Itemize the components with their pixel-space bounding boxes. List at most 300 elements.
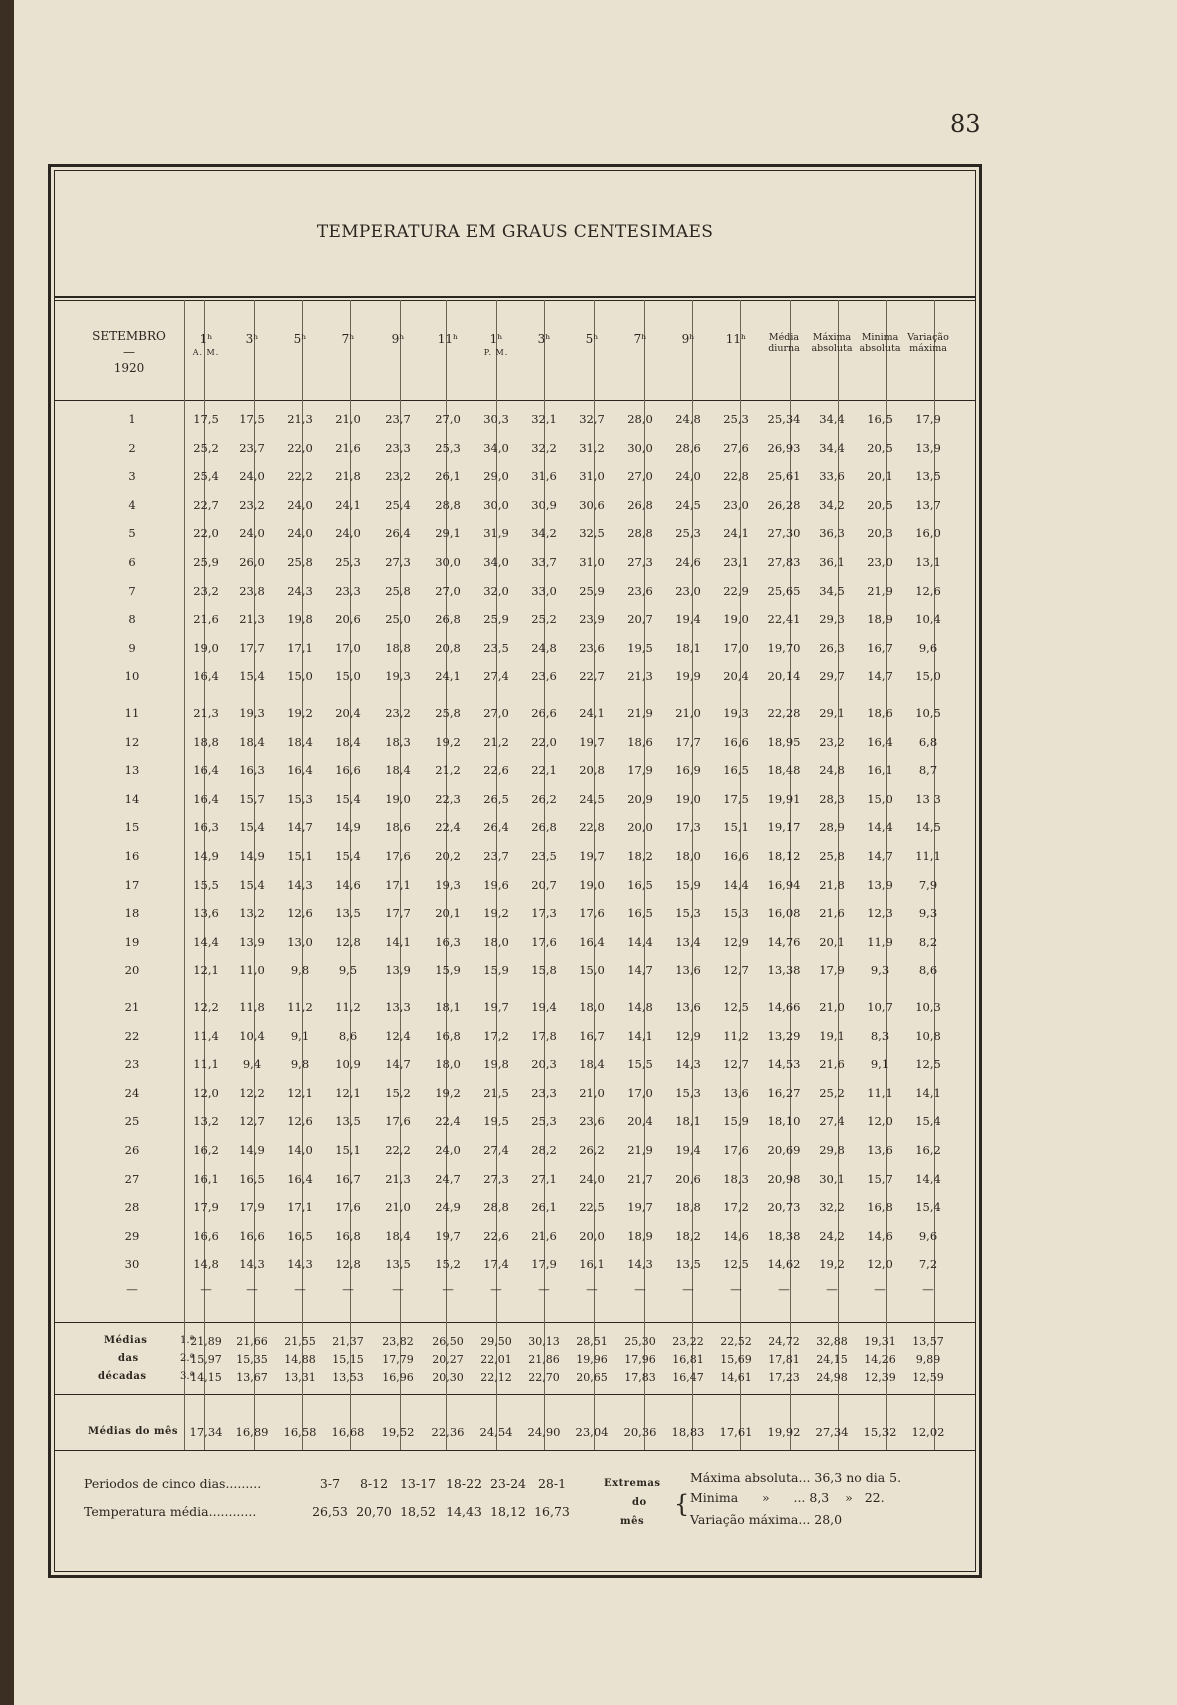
table-cell: 20,8 <box>435 640 461 655</box>
month-mean-cell: 24,90 <box>527 1425 561 1439</box>
table-cell: 17,9 <box>193 1200 219 1215</box>
table-cell: 15,4 <box>239 877 265 892</box>
table-cell: 9,4 <box>242 1057 262 1072</box>
table-cell: 25,3 <box>531 1114 557 1129</box>
dash-mark: — <box>538 1282 550 1296</box>
table-cell: 22,0 <box>531 734 557 749</box>
table-cell: 15,2 <box>385 1085 411 1100</box>
table-cell: 19,9 <box>675 669 701 684</box>
table-cell: 12,7 <box>239 1114 265 1129</box>
table-cell: 14,3 <box>627 1257 653 1272</box>
month-label: SETEMBRO <box>92 329 166 343</box>
table-cell: 24,0 <box>675 469 701 484</box>
table-cell: 20,1 <box>819 934 845 949</box>
table-cell: 15,4 <box>915 1114 941 1129</box>
decade-cell: 23,22 <box>672 1335 704 1348</box>
table-cell: 32,2 <box>531 440 557 455</box>
table-cell: 18,6 <box>385 820 411 835</box>
day-label: 4 <box>128 497 136 512</box>
table-cell: 20,7 <box>627 612 653 627</box>
table-cell: 34,4 <box>819 412 845 426</box>
table-cell: 12,9 <box>723 934 749 949</box>
table-cell: 32,5 <box>579 526 605 541</box>
table-cell: 18,4 <box>385 763 411 778</box>
decade-cell: 25,30 <box>624 1335 656 1348</box>
table-cell: 8,3 <box>870 1028 890 1043</box>
table-cell: 25,9 <box>483 612 509 627</box>
table-cell: 16,94 <box>767 877 801 892</box>
decade-cell: 16,96 <box>382 1371 414 1384</box>
table-cell: 18,4 <box>335 734 361 749</box>
table-cell: 16,3 <box>239 763 265 778</box>
hour-header <box>228 332 276 346</box>
table-cell: 23,5 <box>531 849 557 863</box>
table-cell: 19,8 <box>483 1057 509 1072</box>
decade-cell: 17,81 <box>768 1353 800 1366</box>
decades-label-1: Médias <box>104 1335 148 1346</box>
table-cell: 25,34 <box>767 412 801 426</box>
table-cell: 14,62 <box>767 1257 801 1272</box>
day-label: 5 <box>128 526 136 541</box>
table-cell: 22,8 <box>723 469 749 484</box>
table-cell: 17,1 <box>287 640 313 655</box>
table-cell: 17,3 <box>675 820 701 835</box>
table-cell: 12,4 <box>385 1028 411 1043</box>
table-cell: 21,6 <box>819 1057 845 1072</box>
table-cell: 19,2 <box>287 706 313 720</box>
table-cell: 25,8 <box>435 706 461 720</box>
table-cell: 27,3 <box>627 555 653 569</box>
table-cell: 30,0 <box>483 497 509 512</box>
table-cell: 20,1 <box>435 906 461 921</box>
month-means-label: Médias do mês <box>88 1426 179 1437</box>
table-cell: 20,5 <box>867 497 893 512</box>
table-cell: 21,6 <box>193 612 219 627</box>
table-cell: 17,7 <box>675 734 701 749</box>
table-cell: 10,4 <box>239 1028 265 1043</box>
table-cell: 14,76 <box>767 934 801 949</box>
month-header <box>78 328 180 376</box>
table-cell: 11,0 <box>239 963 265 978</box>
table-cell: 19,0 <box>675 791 701 806</box>
table-cell: 16,3 <box>435 934 461 949</box>
decade-cell: 21,55 <box>284 1335 316 1348</box>
table-cell: 26,2 <box>579 1143 605 1157</box>
decade-cell: 17,23 <box>768 1371 800 1384</box>
day-label: 7 <box>128 583 136 598</box>
day-label: 8 <box>128 612 136 627</box>
table-cell: 23,3 <box>385 440 411 455</box>
month-mean-cell: 18,83 <box>671 1425 705 1439</box>
table-cell: 21,9 <box>627 1143 653 1157</box>
period-range: 8-12 <box>359 1476 389 1491</box>
extremes-brace: { <box>674 1490 690 1518</box>
stat-header-line: Minima <box>861 332 899 343</box>
day-label: 30 <box>124 1257 140 1272</box>
table-cell: 13,3 <box>385 1000 411 1014</box>
table-cell: 28,0 <box>627 412 653 426</box>
table-cell: 14,4 <box>723 877 749 892</box>
table-cell: 27,3 <box>385 555 411 569</box>
table-cell: 18,9 <box>627 1228 653 1243</box>
table-cell: 19,1 <box>819 1028 845 1043</box>
table-cell: 15,9 <box>723 1114 749 1129</box>
table-cell: 22,41 <box>767 612 801 627</box>
decade-cell: 15,69 <box>720 1353 752 1366</box>
hour-label: 5ʰ <box>585 332 599 346</box>
table-cell: 9,8 <box>290 1057 310 1072</box>
table-cell: 19,17 <box>767 820 801 835</box>
table-cell: 18,4 <box>239 734 265 749</box>
table-cell: 31,0 <box>579 555 605 569</box>
table-cell: 18,9 <box>867 612 893 627</box>
table-cell: 12,7 <box>723 1057 749 1072</box>
table-cell: 24,1 <box>579 706 605 720</box>
month-mean-cell: 27,34 <box>815 1425 849 1439</box>
dash-mark: — <box>874 1282 886 1296</box>
table-cell: 22,1 <box>531 763 557 778</box>
day-label: 3 <box>128 469 136 484</box>
month-mean-cell: 16,68 <box>331 1425 365 1439</box>
stat-header <box>760 332 808 354</box>
table-cell: 13,9 <box>915 440 941 455</box>
table-cell: 20,1 <box>867 469 893 484</box>
day-label: 15 <box>124 820 140 835</box>
decade-cell: 24,72 <box>768 1335 800 1348</box>
table-cell: 17,9 <box>627 763 653 778</box>
table-cell: 11,1 <box>915 849 941 863</box>
extreme-variation: Variação máxima... 28,0 <box>690 1512 843 1527</box>
table-cell: 15,0 <box>287 669 313 684</box>
stat-header-line: absoluta <box>811 343 853 354</box>
table-cell: 12,0 <box>193 1085 219 1100</box>
table-cell: 19,70 <box>767 640 801 655</box>
table-cell: 16,1 <box>579 1257 605 1272</box>
table-cell: 11,9 <box>867 934 893 949</box>
table-cell: 19,2 <box>435 734 461 749</box>
table-cell: 21,9 <box>627 706 653 720</box>
decade-cell: 15,35 <box>236 1353 268 1366</box>
table-cell: 11,2 <box>723 1028 749 1043</box>
month-mean-cell: 24,54 <box>479 1425 513 1439</box>
hour-label: 7ʰ <box>633 332 647 346</box>
table-cell: 18,0 <box>483 934 509 949</box>
hour-header <box>568 332 616 346</box>
decade-cell: 13,67 <box>236 1371 268 1384</box>
table-cell: 9,6 <box>918 1228 938 1243</box>
table-cell: 19,4 <box>675 1143 701 1157</box>
table-cell: 29,1 <box>819 706 845 720</box>
table-cell: 17,5 <box>193 412 219 426</box>
decade-cell: 21,89 <box>190 1335 222 1348</box>
table-cell: 24,0 <box>287 526 313 541</box>
decade-cell: 32,88 <box>816 1335 848 1348</box>
month-mean-cell: 17,34 <box>189 1425 223 1439</box>
dash-mark: — <box>392 1282 404 1296</box>
table-cell: 18,0 <box>579 1000 605 1014</box>
table-cell: 17,0 <box>723 640 749 655</box>
table-cell: 17,2 <box>723 1200 749 1215</box>
table-cell: 23,6 <box>579 640 605 655</box>
table-cell: 16,4 <box>193 763 219 778</box>
table-cell: 19,4 <box>531 1000 557 1014</box>
table-cell: 30,6 <box>579 497 605 512</box>
table-cell: 27,0 <box>435 412 461 426</box>
table-cell: 29,0 <box>483 469 509 484</box>
table-cell: 14,9 <box>335 820 361 835</box>
stat-header-line: Máxima <box>812 332 852 343</box>
hour-period-label: P. M. <box>483 348 509 357</box>
table-cell: 25,2 <box>193 440 219 455</box>
month-mean-cell: 16,89 <box>235 1425 269 1439</box>
hour-header <box>374 332 422 346</box>
table-cell: 22,7 <box>193 497 219 512</box>
table-cell: 14,3 <box>287 877 313 892</box>
table-cell: 25,2 <box>819 1085 845 1100</box>
table-cell: 9,3 <box>870 963 890 978</box>
table-cell: 34,5 <box>819 583 845 598</box>
table-cell: 20,6 <box>675 1171 701 1186</box>
hour-period-label: A. M. <box>192 348 220 357</box>
table-cell: 16,4 <box>579 934 605 949</box>
table-cell: 26,4 <box>385 526 411 541</box>
hour-label: 3ʰ <box>245 332 259 346</box>
table-cell: 14,3 <box>287 1257 313 1272</box>
table-cell: 25,3 <box>435 440 461 455</box>
table-cell: 18,4 <box>385 1228 411 1243</box>
table-cell: 27,0 <box>435 583 461 598</box>
decades-label-2: das <box>118 1353 139 1364</box>
table-cell: 13,1 <box>915 555 941 569</box>
table-cell: 22,6 <box>483 763 509 778</box>
month-mean-cell: 22,36 <box>431 1425 465 1439</box>
table-cell: 14,7 <box>385 1057 411 1072</box>
period-temp-mean: 16,73 <box>534 1504 570 1519</box>
table-cell: 15,3 <box>675 1085 701 1100</box>
month-mean-cell: 17,61 <box>719 1425 753 1439</box>
dash-mark: — <box>730 1282 742 1296</box>
table-cell: 24,0 <box>335 526 361 541</box>
dash-mark: — <box>294 1282 306 1296</box>
period-temp-mean: 20,70 <box>356 1504 392 1519</box>
table-cell: 17,5 <box>239 412 265 426</box>
table-cell: 19,7 <box>483 1000 509 1014</box>
decade-cell: 14,15 <box>190 1371 222 1384</box>
hour-label: 11ʰ <box>725 332 747 346</box>
table-cell: 19,7 <box>435 1228 461 1243</box>
table-cell: 20,3 <box>867 526 893 541</box>
table-cell: 16,4 <box>287 763 313 778</box>
table-cell: 16,5 <box>287 1228 313 1243</box>
table-cell: 15,5 <box>193 877 219 892</box>
table-cell: 17,9 <box>915 412 941 426</box>
table-cell: 21,8 <box>335 469 361 484</box>
decade-cell: 13,57 <box>912 1335 944 1348</box>
table-cell: 34,0 <box>483 440 509 455</box>
table-cell: 9,6 <box>918 640 938 655</box>
table-cell: 18,38 <box>767 1228 801 1243</box>
table-cell: 27,1 <box>531 1171 557 1186</box>
table-cell: 33,7 <box>531 555 557 569</box>
table-cell: 14,4 <box>867 820 893 835</box>
table-cell: 28,8 <box>435 497 461 512</box>
table-cell: 21,0 <box>385 1200 411 1215</box>
hour-header <box>424 332 472 346</box>
table-cell: 14,6 <box>867 1228 893 1243</box>
table-cell: 22,0 <box>287 440 313 455</box>
table-cell: 14,9 <box>239 1143 265 1157</box>
day-label: 13 <box>124 763 140 778</box>
decade-cell: 20,30 <box>432 1371 464 1384</box>
month-mean-cell: 23,04 <box>575 1425 609 1439</box>
decade-number: 2.ª <box>180 1353 195 1364</box>
table-cell: 21,9 <box>867 583 893 598</box>
table-cell: 14,9 <box>193 849 219 863</box>
table-cell: 16,8 <box>335 1228 361 1243</box>
table-cell: 21,0 <box>675 706 701 720</box>
table-cell: 14,7 <box>627 963 653 978</box>
table-cell: 23,7 <box>239 440 265 455</box>
table-cell: 11,1 <box>193 1057 219 1072</box>
table-cell: 31,2 <box>579 440 605 455</box>
decade-cell: 20,65 <box>576 1371 608 1384</box>
decade-cell: 22,12 <box>480 1371 512 1384</box>
table-cell: 30,0 <box>435 555 461 569</box>
table-cell: 14,7 <box>867 669 893 684</box>
table-cell: 32,7 <box>579 412 605 426</box>
table-cell: 18,1 <box>675 1114 701 1129</box>
decade-cell: 30,13 <box>528 1335 560 1348</box>
table-cell: 11,1 <box>867 1085 893 1100</box>
table-cell: 13,9 <box>385 963 411 978</box>
table-cell: 18,0 <box>675 849 701 863</box>
table-cell: 15,3 <box>723 906 749 921</box>
table-cell: 13,9 <box>867 877 893 892</box>
table-cell: 21,2 <box>483 734 509 749</box>
stat-header-line: diurna <box>768 343 800 354</box>
table-cell: 27,4 <box>819 1114 845 1129</box>
table-cell: 32,2 <box>819 1200 845 1215</box>
table-cell: 22,9 <box>723 583 749 598</box>
table-cell: 18,6 <box>627 734 653 749</box>
table-cell: 21,6 <box>819 906 845 921</box>
table-cell: 23,2 <box>385 469 411 484</box>
extreme-min: Minima » ... 8,3 » 22. <box>690 1490 885 1505</box>
day-label: 9 <box>128 640 136 655</box>
decade-cell: 14,61 <box>720 1371 752 1384</box>
table-cell: 33,6 <box>819 469 845 484</box>
stat-header <box>808 332 856 354</box>
dash-mark: — <box>922 1282 934 1296</box>
table-cell: 15,9 <box>435 963 461 978</box>
decade-cell: 16,81 <box>672 1353 704 1366</box>
table-cell: 13,7 <box>915 497 941 512</box>
table-cell: 24,9 <box>435 1200 461 1215</box>
decade-cell: 28,51 <box>576 1335 608 1348</box>
table-cell: 18,2 <box>627 849 653 863</box>
table-cell: 16,6 <box>239 1228 265 1243</box>
period-temp-mean: 14,43 <box>446 1504 482 1519</box>
table-cell: 26,8 <box>531 820 557 835</box>
table-cell: 17,9 <box>819 963 845 978</box>
table-cell: 14,1 <box>915 1085 941 1100</box>
table-cell: 25,3 <box>723 412 749 426</box>
table-cell: 16,0 <box>915 526 941 541</box>
decade-cell: 17,83 <box>624 1371 656 1384</box>
table-cell: 17,4 <box>483 1257 509 1272</box>
table-cell: 12,7 <box>723 963 749 978</box>
stat-header-line: absoluta <box>859 343 901 354</box>
hour-label: 9ʰ <box>681 332 695 346</box>
table-cell: 27,3 <box>483 1171 509 1186</box>
table-cell: 19,7 <box>579 734 605 749</box>
table-cell: 23,3 <box>531 1085 557 1100</box>
table-cell: 15,9 <box>483 963 509 978</box>
table-cell: 31,9 <box>483 526 509 541</box>
month-mean-cell: 19,52 <box>381 1425 415 1439</box>
table-cell: 25,3 <box>335 555 361 569</box>
decades-label-3: décadas <box>98 1371 147 1382</box>
table-cell: 29,7 <box>819 669 845 684</box>
table-cell: 25,3 <box>675 526 701 541</box>
day-label: 6 <box>128 555 136 569</box>
hour-label: 1ʰ <box>489 332 503 346</box>
period-temp-mean: 18,52 <box>400 1504 436 1519</box>
table-cell: 21,5 <box>483 1085 509 1100</box>
table-cell: 26,8 <box>435 612 461 627</box>
table-cell: 16,5 <box>239 1171 265 1186</box>
table-cell: 11,4 <box>193 1028 219 1043</box>
table-cell: 21,3 <box>239 612 265 627</box>
table-cell: 17,6 <box>385 1114 411 1129</box>
table-cell: 17,6 <box>385 849 411 863</box>
table-cell: 14,1 <box>385 934 411 949</box>
table-cell: 9,1 <box>870 1057 890 1072</box>
table-cell: 26,93 <box>767 440 801 455</box>
hour-header <box>324 332 372 346</box>
table-cell: 23,5 <box>483 640 509 655</box>
dash-mark: — <box>200 1282 212 1296</box>
table-cell: 16,3 <box>193 820 219 835</box>
table-cell: 28,6 <box>675 440 701 455</box>
table-cell: 23,0 <box>723 497 749 512</box>
year-label: 1920 <box>113 361 145 375</box>
table-cell: 15,0 <box>915 669 941 684</box>
table-cell: 21,3 <box>287 412 313 426</box>
table-cell: 16,27 <box>767 1085 801 1100</box>
dash-mark: — <box>826 1282 838 1296</box>
table-cell: 25,8 <box>819 849 845 863</box>
table-cell: 18,4 <box>287 734 313 749</box>
table-cell: 22,28 <box>767 706 801 720</box>
table-cell: 19,7 <box>627 1200 653 1215</box>
table-cell: 12,9 <box>675 1028 701 1043</box>
table-cell: 34,4 <box>819 440 845 455</box>
table-cell: 16,5 <box>723 763 749 778</box>
table-cell: 13 3 <box>915 791 941 806</box>
table-cell: 12,3 <box>867 906 893 921</box>
decade-cell: 21,86 <box>528 1353 560 1366</box>
table-cell: 14,1 <box>627 1028 653 1043</box>
table-cell: 17,6 <box>579 906 605 921</box>
table-cell: 31,6 <box>531 469 557 484</box>
day-label: 21 <box>124 1000 140 1014</box>
table-cell: 18,1 <box>435 1000 461 1014</box>
month-dash: — <box>123 345 135 359</box>
decade-cell: 22,52 <box>720 1335 752 1348</box>
table-cell: 16,4 <box>867 734 893 749</box>
table-cell: 19,0 <box>579 877 605 892</box>
